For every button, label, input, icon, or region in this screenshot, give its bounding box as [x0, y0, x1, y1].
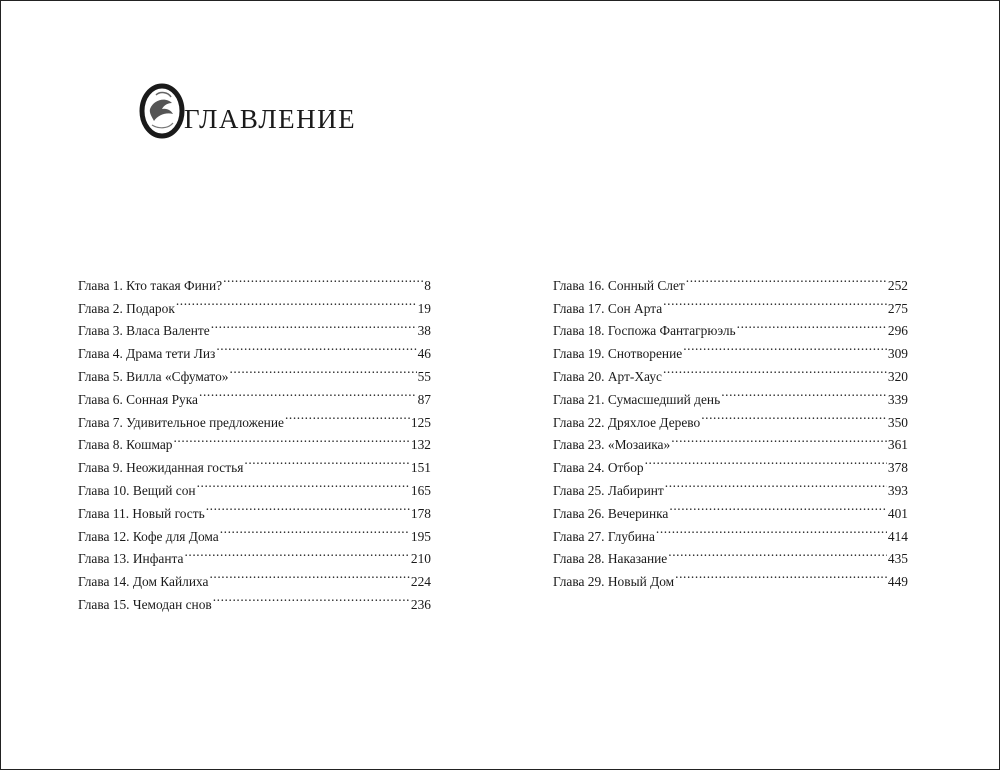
dot-leader	[223, 267, 423, 290]
dot-leader	[668, 541, 887, 564]
dot-leader	[176, 290, 417, 313]
dot-leader	[197, 472, 410, 495]
toc-entry-title: Глава 24. Отбор	[553, 460, 644, 476]
dot-leader	[244, 449, 410, 472]
toc-entry-page: 224	[410, 574, 431, 590]
toc-entry-page: 210	[410, 551, 431, 567]
dot-leader	[216, 335, 416, 358]
toc-entry-page: 252	[887, 277, 908, 293]
toc-entry-title: Глава 7. Удивительное предложение	[78, 414, 284, 430]
toc-entry-page: 151	[410, 460, 431, 476]
dot-leader	[229, 358, 416, 381]
decorative-initial	[138, 81, 186, 139]
toc-entry-page: 87	[417, 391, 431, 407]
toc-entry-page: 435	[887, 551, 908, 567]
toc-entry-title: Глава 6. Сонная Рука	[78, 391, 198, 407]
ornamental-letter-o-icon	[138, 81, 186, 139]
dot-leader	[220, 518, 410, 541]
toc-entry-page: 339	[887, 391, 908, 407]
toc-column-left	[78, 267, 431, 612]
toc-entry-page: 449	[887, 574, 908, 590]
toc-entry-page: 38	[417, 323, 431, 339]
toc-entry-page: 361	[887, 437, 908, 453]
toc-entry-page: 414	[887, 528, 908, 544]
dot-leader	[173, 427, 409, 450]
dot-leader	[285, 404, 410, 427]
toc-entry-title: Глава 22. Дряхлое Дерево	[553, 414, 701, 430]
toc-entry-title: Глава 1. Кто такая Фини?	[78, 277, 223, 293]
toc-entry-title: Глава 9. Неожиданная гостья	[78, 460, 244, 476]
toc-entry-title: Глава 18. Госпожа Фантагрюэль	[553, 323, 736, 339]
toc-entry-page: 178	[410, 505, 431, 521]
dot-leader	[665, 472, 887, 495]
heading-text: ГЛАВЛЕНИЕ	[184, 104, 357, 134]
toc-entry-page: 320	[887, 368, 908, 384]
page-title	[138, 79, 356, 139]
toc-entry-page: 165	[410, 482, 431, 498]
toc-entry-page: 309	[887, 346, 908, 362]
toc-entry-page: 401	[887, 505, 908, 521]
toc-entry-page: 125	[410, 414, 431, 430]
toc-entry-page: 296	[887, 323, 908, 339]
toc-entry-title: Глава 27. Глубина	[553, 528, 655, 544]
toc-entry-title: Глава 15. Чемодан снов	[78, 596, 212, 612]
toc-entry-page: 236	[410, 596, 431, 612]
toc-entry-page: 19	[417, 300, 431, 316]
toc-entry	[78, 267, 431, 293]
toc-entry-page: 393	[887, 482, 908, 498]
toc-entry-page: 46	[417, 346, 431, 362]
toc-entry-title: Глава 19. Снотворение	[553, 346, 683, 362]
dot-leader	[671, 427, 887, 450]
toc-entry-page: 8	[424, 277, 431, 293]
toc-entry-title: Глава 20. Арт-Хаус	[553, 368, 662, 384]
toc-entry-title: Глава 11. Новый гость	[78, 505, 205, 521]
dot-leader	[737, 313, 887, 336]
toc-entry-title: Глава 16. Сонный Слет	[553, 277, 685, 293]
toc-entry-title: Глава 2. Подарок	[78, 300, 175, 316]
toc-entry-title: Глава 14. Дом Кайлиха	[78, 574, 209, 590]
toc-entry-title: Глава 3. Власа Валенте	[78, 323, 210, 339]
toc-entry-title: Глава 25. Лабиринт	[553, 482, 664, 498]
dot-leader	[686, 267, 887, 290]
toc-entry-page: 55	[417, 368, 431, 384]
toc-entry-title: Глава 5. Вилла «Сфумато»	[78, 368, 229, 384]
toc-column-right	[553, 267, 908, 590]
toc-entry-title: Глава 8. Кошмар	[78, 437, 173, 453]
toc-entry-title: Глава 17. Сон Арта	[553, 300, 663, 316]
dot-leader	[701, 404, 887, 427]
dot-leader	[675, 563, 887, 586]
dot-leader	[683, 335, 887, 358]
toc-entry-title: Глава 10. Вещий сон	[78, 482, 196, 498]
toc-entry-page: 195	[410, 528, 431, 544]
toc-entry-title: Глава 28. Наказание	[553, 551, 668, 567]
toc-entry	[553, 267, 908, 293]
dot-leader	[209, 563, 409, 586]
dot-leader	[184, 541, 409, 564]
dot-leader	[656, 518, 887, 541]
toc-entry-page: 275	[887, 300, 908, 316]
toc-entry-title: Глава 23. «Мозаика»	[553, 437, 671, 453]
dot-leader	[206, 495, 410, 518]
toc-entry-page: 378	[887, 460, 908, 476]
toc-entry-title: Глава 13. Инфанта	[78, 551, 184, 567]
dot-leader	[663, 358, 887, 381]
dot-leader	[213, 586, 410, 609]
toc-entry-title: Глава 12. Кофе для Дома	[78, 528, 219, 544]
dot-leader	[669, 495, 887, 518]
toc-entry-title: Глава 21. Сумасшедший день	[553, 391, 721, 407]
toc-entry-title: Глава 29. Новый Дом	[553, 574, 675, 590]
toc-entry-page: 350	[887, 414, 908, 430]
dot-leader	[645, 449, 887, 472]
toc-entry-title: Глава 4. Драма тети Лиз	[78, 346, 216, 362]
dot-leader	[211, 313, 417, 336]
dot-leader	[199, 381, 417, 404]
toc-entry-page: 132	[410, 437, 431, 453]
toc-entry-title: Глава 26. Вечеринка	[553, 505, 669, 521]
dot-leader	[721, 381, 887, 404]
dot-leader	[663, 290, 887, 313]
